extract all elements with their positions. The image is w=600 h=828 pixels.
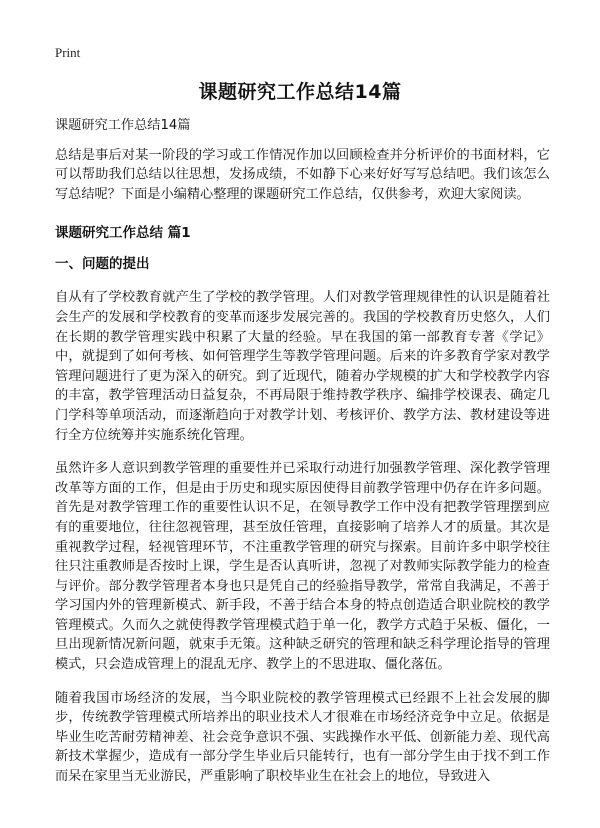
document-body [55, 116, 550, 801]
intro-paragraph: 总结是事后对某一阶段的学习或工作情况作加以回顾检查并分析评价的书面材料，它可以帮助我们总结以往思想，发扬成绩，不如静下心来好好写写总结吧。我们该怎么写总结呢？下面是小编精心整理的课题研究工作总结，仅供参考，欢迎大家阅读。 [55, 147, 550, 202]
document-subtitle: 课题研究工作总结14篇 [55, 118, 191, 133]
section-heading: 课题研究工作总结 篇1 [55, 225, 191, 242]
body-paragraph-2: 虽然许多人意识到教学管理的重要性并已采取行动进行加强教学管理、深化教学管理改革等方面的工作，但是由于历史和现实原因使得目前教学管理中仍存在许多问题。首先是对教学管理工作的重要性认识不足，在领导教学工作中没有把教学管理摆到应有的重要地位，往往忽视管理，甚至放任管理，直接影响了培养人才的质量。其次是重视教学过程，轻视管理环节，不注重教学管理的研究与探索。目前许多中职学校往往只注重教师是否按时上课，学生是否认真听讲，忽视了对教师实际教学能力的检查与评价。部分教学管理者本身也只是凭自己的经验指导教学，常常自我满足，不善于学习国内外的管理新模式、新手段，不善于结合本身的特点创造适合职业院校的教学管理模式。久而久之就使得教学管理模式趋于单一化，教学方式趋于呆板、僵化，一旦出现新情况新问题，就束手无策。这种缺乏研究的管理和缺乏科学理论指导的管理模式，只会造成管理上的混乱无序、教学上的不思进取、僵化落伍。 [55, 461, 550, 673]
page-title: 课题研究工作总结14篇 [198, 81, 402, 103]
body-paragraph-3: 随着我国市场经济的发展，当今职业院校的教学管理模式已经跟不上社会发展的脚步，传统教学管理模式所培养出的职业技术人才很难在市场经济竞争中立足。依据是毕业生吃苦耐劳精神差、社会竞争意识不强、实践操作水平低、创新能力差、现代高新技术掌握少，造成有一部分学生毕业后只能转行，也有一部分学生由于找不到工作而呆在家里当无业游民，严重影响了职校毕业生在社会上的地位，导致进入 [55, 690, 550, 785]
print-link[interactable]: Print [55, 45, 81, 60]
body-paragraph-1: 自从有了学校教育就产生了学校的教学管理。人们对教学管理规律性的认识是随着社会生产的发展和学校教育的变革而逐步发展完善的。我国的学校教育历史悠久，人们在长期的教学管理实践中积累了大量的经验。早在我国的第一部教育专著《学记》中，就提到了如何考核、如何管理学生等教学管理问题。后来的许多教育学家对教学管理问题进行了更为深入的研究。到了近现代，随着办学规模的扩大和学校教学内容的丰富，教学管理活动日益复杂，不再局限于维持教学秩序、编排学校课表、确定几门学科等单项活动，而逐渐趋向于对教学计划、考核评价、教学方法、教材建设等进行全方位统筹并实施系统化管理。 [55, 290, 550, 443]
sub-heading: 一、问题的提出 [55, 256, 150, 273]
